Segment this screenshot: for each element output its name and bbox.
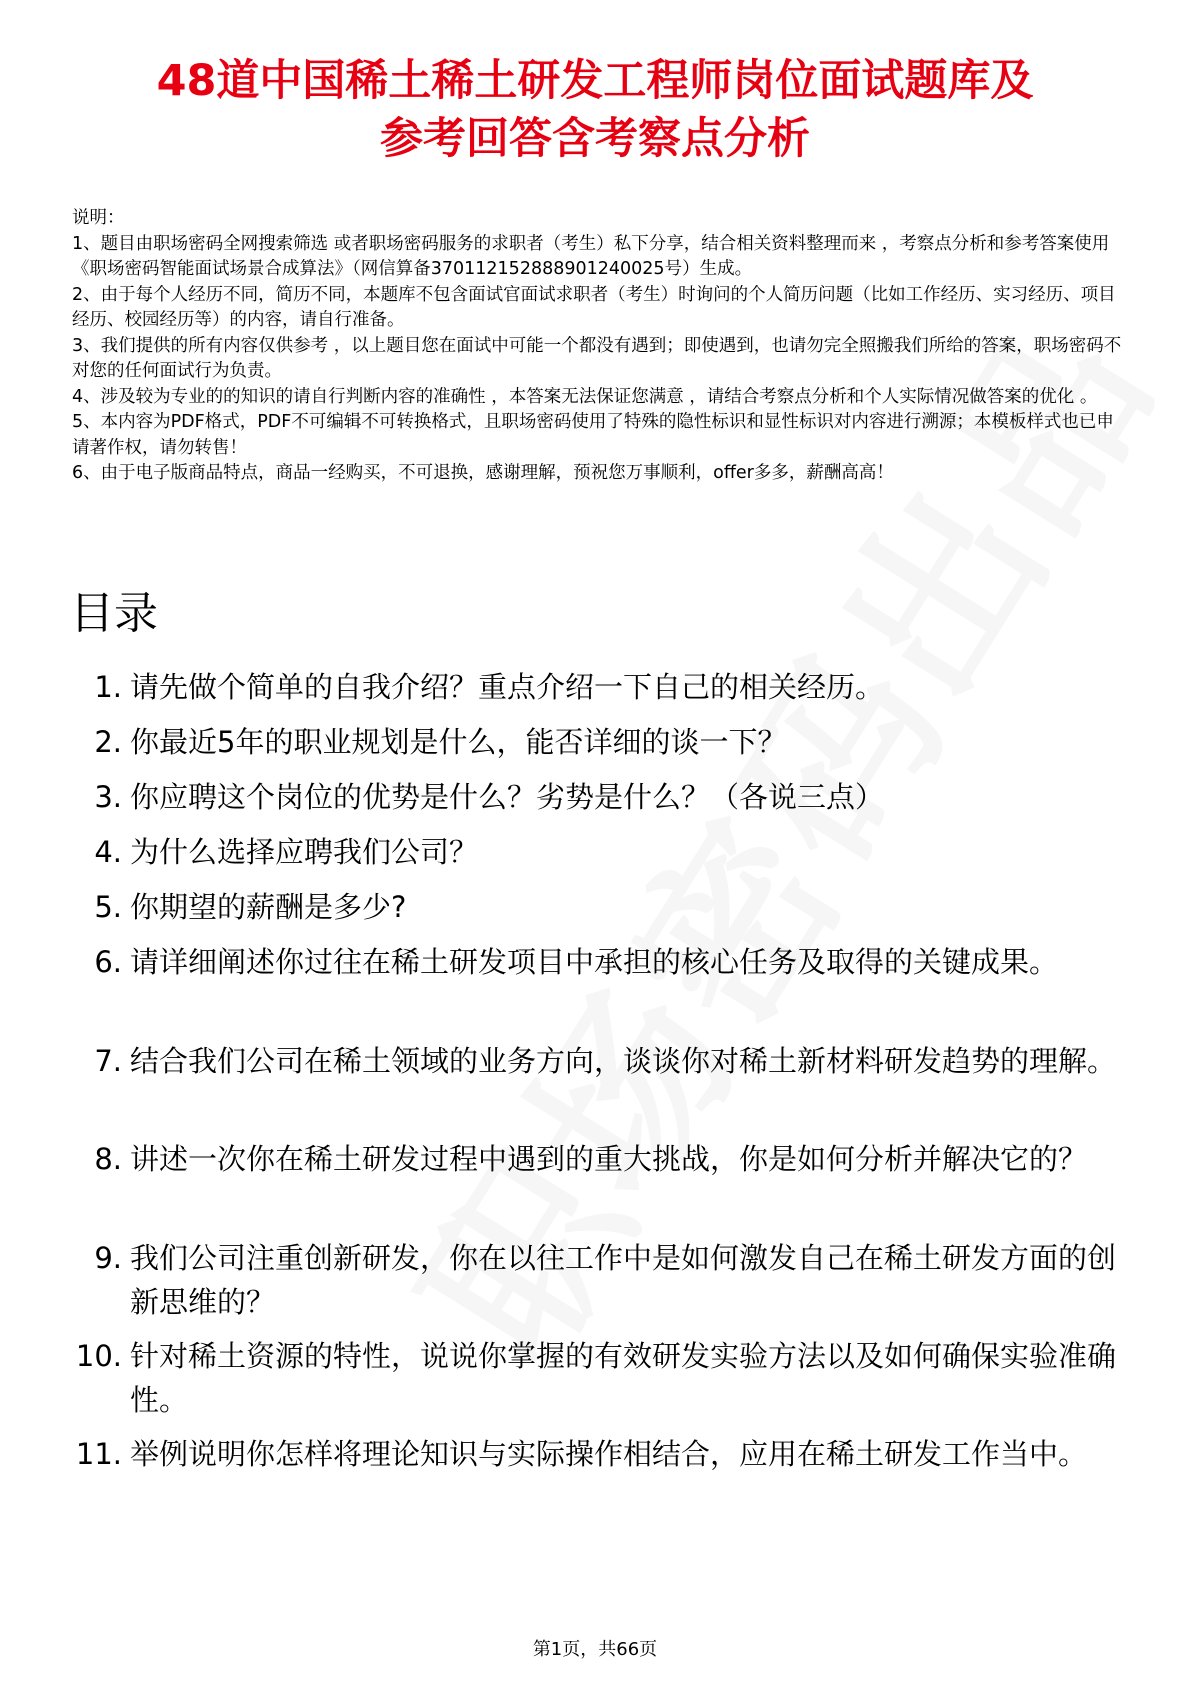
toc-item-number: 8.: [94, 1142, 122, 1176]
page-footer: 第1页，共66页: [532, 1639, 658, 1660]
note-item: 2、由于每个人经历不同，简历不同，本题库不包含面试官面试求职者（考生）时询问的个人简历问题（比如工作经历、实习经历、项目经历、校园经历等）的内容，请自行准备。: [72, 284, 1116, 330]
toc-item-text: 请先做个简单的自我介绍？重点介绍一下自己的相关经历。: [130, 670, 885, 704]
toc-item-number: 5.: [94, 890, 122, 924]
toc-item-text: 讲述一次你在稀土研发过程中遇到的重大挑战，你是如何分析并解决它的？: [130, 1142, 1088, 1176]
toc-item-number: 6.: [94, 945, 122, 979]
notes-section: [72, 206, 1122, 487]
note-item: 1、题目由职场密码全网搜索筛选 或者职场密码服务的求职者（考生）私下分享，结合相关资料整理而来 ，考察点分析和参考答案使用《职场密码智能面试场景合成算法》（网信算备370112152888901240025号）生成。: [72, 233, 1110, 279]
toc-item-text: 为什么选择应聘我们公司？: [130, 835, 479, 869]
toc-item-number: 4.: [94, 835, 122, 869]
note-item: 5、本内容为PDF格式，PDF不可编辑不可转换格式，且职场密码使用了特殊的隐性标识和显性标识对内容进行溯源；本模板样式也已申请著作权，请勿转售！: [72, 412, 1114, 458]
toc-item-number: 7.: [94, 1044, 122, 1078]
toc-item-number: 3.: [94, 780, 122, 814]
toc-item-number: 2.: [94, 725, 122, 759]
title-line-2: 参考回答含考察点分析: [380, 114, 810, 164]
toc-heading: 目录: [70, 588, 158, 639]
toc-item-text: 我们公司注重创新研发，你在以往工作中是如何激发自己在稀土研发方面的创新思维的？: [130, 1241, 1117, 1319]
toc-item-text: 你期望的薪酬是多少?: [130, 890, 407, 924]
title-line-1: 48道中国稀土稀土研发工程师岗位面试题库及: [156, 56, 1034, 106]
toc-item-text: 你应聘这个岗位的优势是什么？劣势是什么？（各说三点）: [130, 780, 885, 814]
toc-item-text: 针对稀土资源的特性，说说你掌握的有效研发实验方法以及如何确保实验准确性。: [130, 1339, 1117, 1417]
note-item: 3、我们提供的所有内容仅供参考 ，以上题目您在面试中可能一个都没有遇到；即使遇到，也请勿完全照搬我们所给的答案，职场密码不对您的任何面试行为负责。: [72, 335, 1122, 381]
toc-item-number: 11.: [75, 1437, 122, 1471]
toc-item-number: 1.: [94, 670, 122, 704]
toc-item-text: 举例说明你怎样将理论知识与实际操作相结合，应用在稀土研发工作当中。: [130, 1437, 1088, 1471]
note-item: 6、由于电子版商品特点，商品一经购买，不可退换，感谢理解，预祝您万事顺利，offer多多，薪酬高高！: [72, 463, 894, 483]
toc-item-number: 10.: [75, 1339, 122, 1373]
toc-item-text: 结合我们公司在稀土领域的业务方向，谈谈你对稀土新材料研发趋势的理解。: [130, 1044, 1117, 1078]
toc-item-text: 请详细阐述你过往在稀土研发项目中承担的核心任务及取得的关键成果。: [130, 945, 1059, 979]
notes-label: 说明：: [72, 208, 125, 228]
toc-item-number: 9.: [94, 1241, 122, 1275]
document-title: [40, 52, 1150, 168]
toc-item-text: 你最近5年的职业规划是什么，能否详细的谈一下？: [130, 725, 787, 759]
note-item: 4、涉及较为专业的的知识的请自行判断内容的准确性 ，本答案无法保证您满意 ，请结合考察点分析和个人实际情况做答案的优化 。: [72, 386, 1098, 407]
